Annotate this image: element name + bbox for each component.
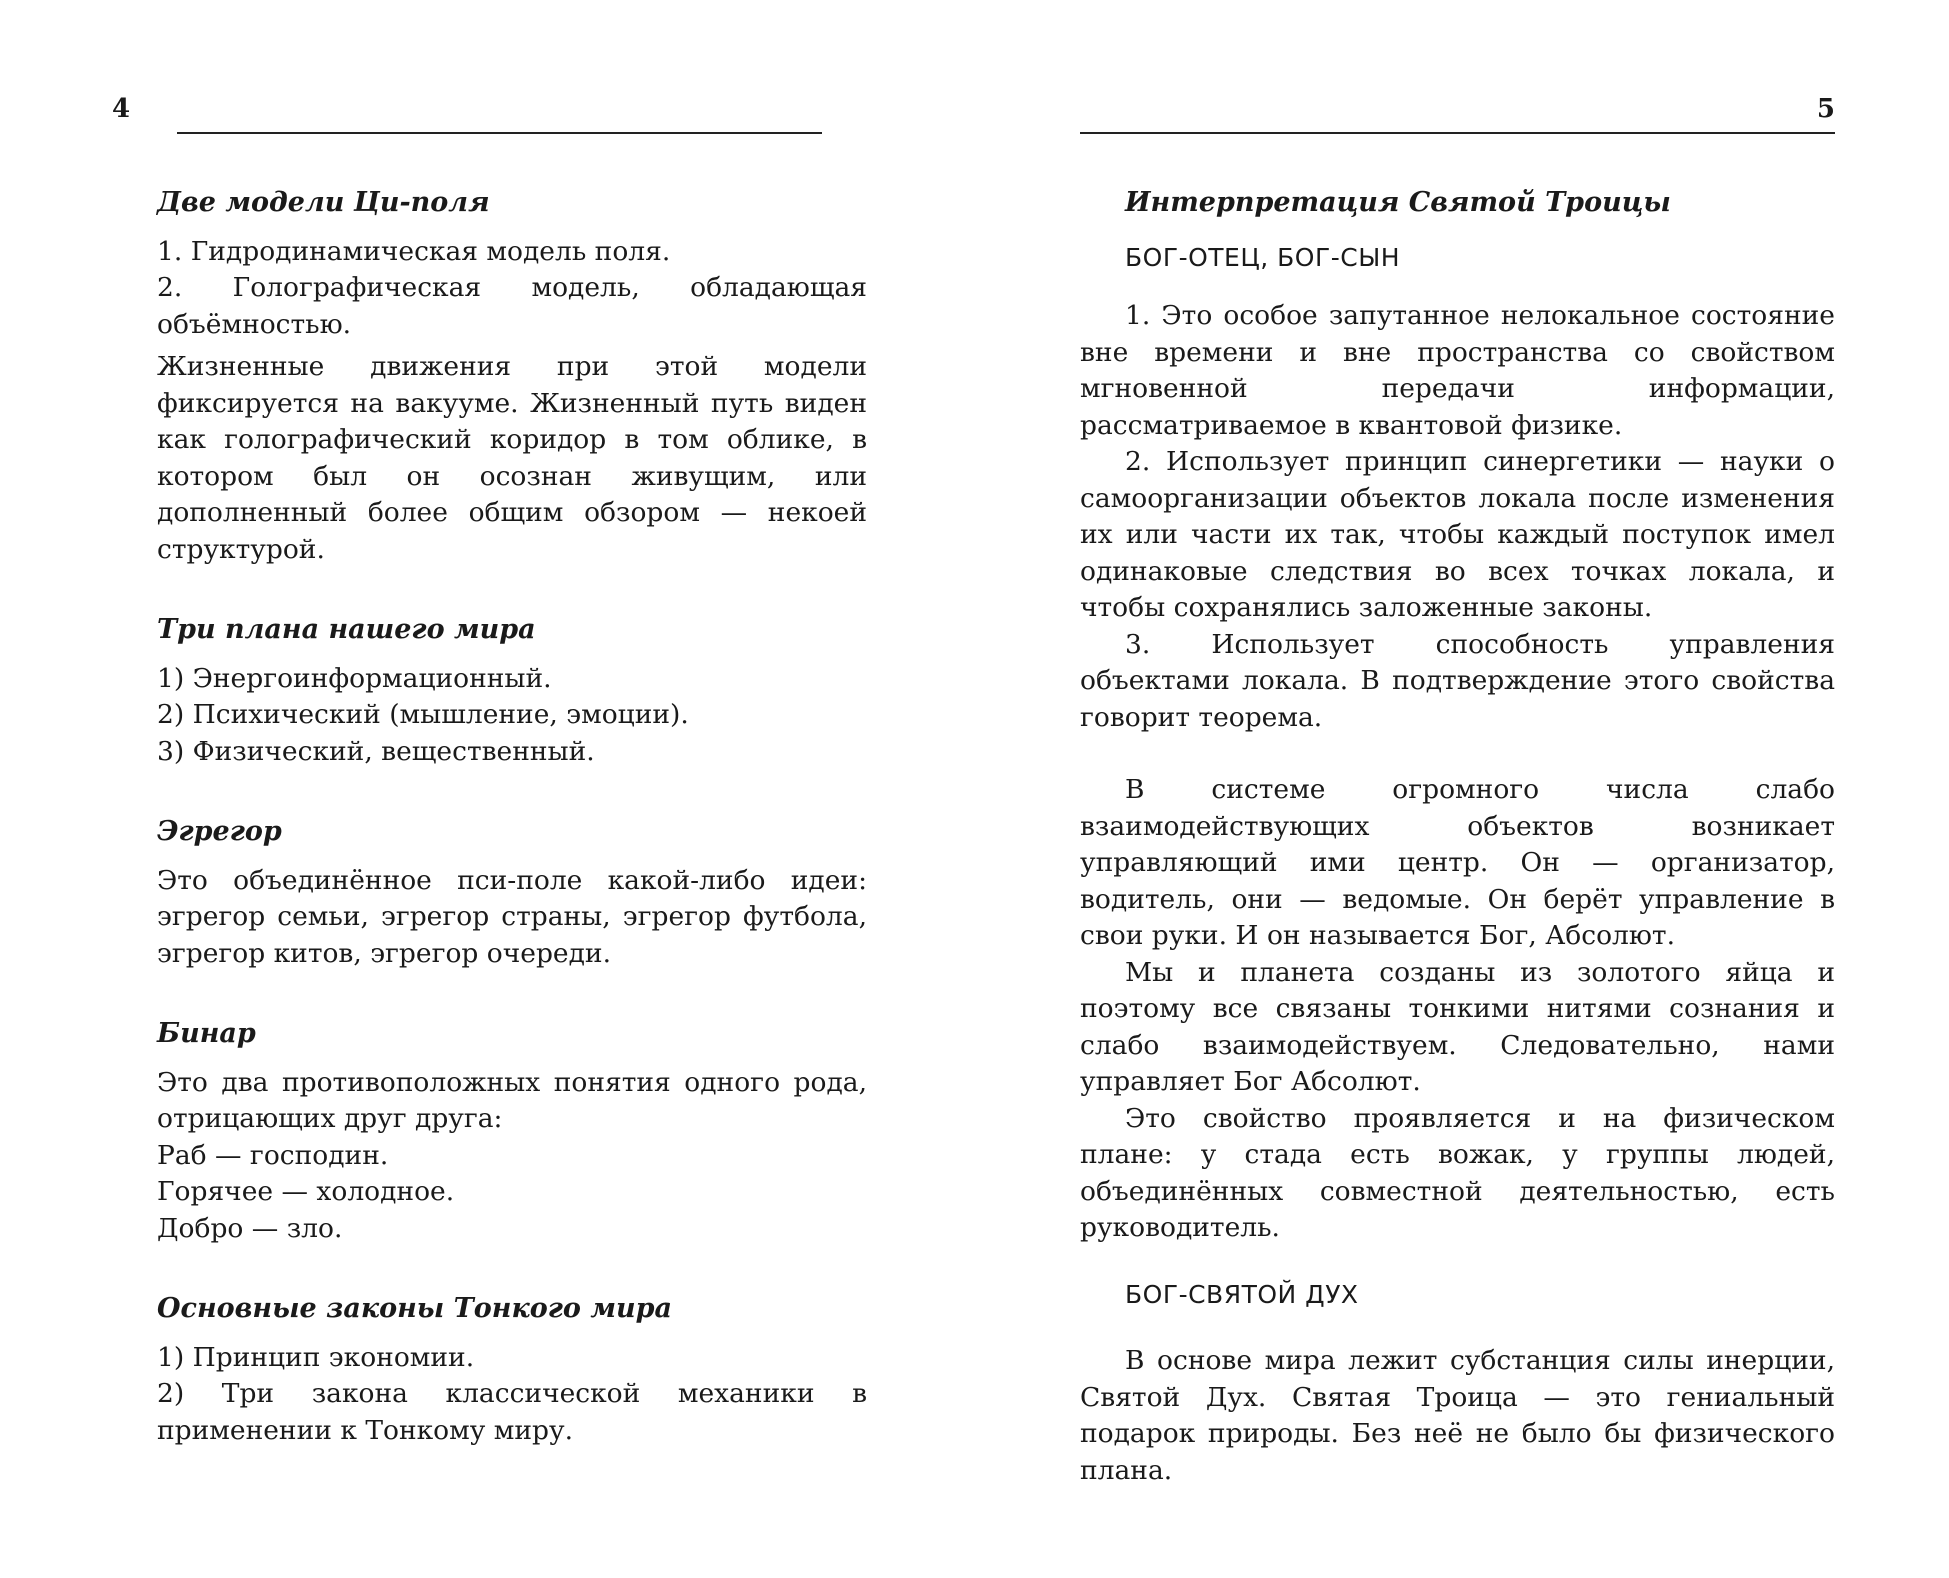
list-item: 2) Три закона классической механики в применении к Тонкому миру. xyxy=(157,1378,867,1446)
paragraph: Это объединённое пси-поле какой-либо идеи: эгрегор семьи, эгрегор страны, эгрегор футбола, эгрегор китов, эгрегор очереди. xyxy=(157,864,867,969)
list-item: 2. Голографическая модель, обладающая объёмностью. xyxy=(157,272,867,340)
spacer xyxy=(157,568,867,612)
list-item: 2) Психический (мышление, эмоции). xyxy=(157,699,689,730)
paragraph: 3. Использует способность управления объектами локала. В подтверждение этого свойства говорит теорема. xyxy=(1080,628,1835,733)
left-page-header xyxy=(112,88,822,138)
paragraph: В системе огромного числа слабо взаимодействующих объектов возникает управляющий ими центр. Он — организатор, водитель, они — ведомые. Он берёт управление в свои руки. И он называется Бог, Абсолют. xyxy=(1080,774,1835,951)
section-title: Две модели Ци-поля xyxy=(157,187,490,218)
paragraph: Это два противоположных понятия одного рода, отрицающих друг друга: xyxy=(157,1066,867,1134)
left-page xyxy=(112,0,867,1578)
list-item: 3) Физический, вещественный. xyxy=(157,735,595,767)
list-item: Раб — господин. xyxy=(157,1139,389,1171)
header-rule xyxy=(177,132,822,134)
section-title: Три плана нашего мира xyxy=(157,614,536,645)
subsection-title: БОГ-ОТЕЦ, БОГ-СЫН xyxy=(1125,242,1401,272)
section-title: Эгрегор xyxy=(157,816,282,847)
section-title: Интерпретация Святой Троицы xyxy=(1125,187,1671,218)
spacer xyxy=(157,972,867,1016)
section-title: Бинар xyxy=(157,1018,256,1049)
spacer xyxy=(157,770,867,814)
spacer xyxy=(1080,1247,1835,1277)
paragraph: 1. Это особое запутанное нелокальное состояние вне времени и вне пространства со свойством мгновенной передачи информации, рассматриваемое в квантовой физике. xyxy=(1080,300,1835,441)
subsection-title: БОГ-СВЯТОЙ ДУХ xyxy=(1125,1279,1359,1309)
spacer xyxy=(157,1247,867,1291)
right-page xyxy=(1080,0,1835,1578)
header-rule xyxy=(1080,132,1835,134)
list-item: 1. Гидродинамическая модель поля. xyxy=(157,235,671,267)
paragraph: Мы и планета созданы из золотого яйца и поэтому все связаны тонкими нитями сознания и слабо взаимодействуем. Следовательно, нами управляет Бог Абсолют. xyxy=(1080,956,1835,1097)
paragraph: Это свойство проявляется и на физическом плане: у стада есть вожак, у группы людей, объединённых совместной деятельностью, есть руководитель. xyxy=(1080,1102,1835,1243)
page-number: 4 xyxy=(112,94,131,124)
list-item: Горячее — холодное. xyxy=(157,1176,455,1207)
spacer xyxy=(1080,736,1835,772)
right-page-header xyxy=(1080,88,1835,138)
list-item: Добро — зло. xyxy=(157,1212,343,1244)
paragraph: Жизненные движения при этой модели фиксируется на вакууме. Жизненный путь виден как голографический коридор в том облике, в котором был он осознан живущим, или дополненный более общим обзором — некоей структурой. xyxy=(157,351,867,565)
left-page-content xyxy=(157,185,867,1449)
list-item: 1) Принцип экономии. xyxy=(157,1341,475,1373)
paragraph: 2. Использует принцип синергетики — науки о самоорганизации объектов локала после изменения их или части их так, чтобы каждый поступок имел одинаковые следствия во всех точках локала, и чтобы сохранялись заложенные законы. xyxy=(1080,446,1835,623)
right-page-content xyxy=(1080,185,1835,1489)
paragraph: В основе мира лежит субстанция силы инерции, Святой Дух. Святая Троица — это гениальный подарок природы. Без неё не было бы физического плана. xyxy=(1080,1345,1835,1486)
list-item: 1) Энергоинформационный. xyxy=(157,662,552,694)
section-title: Основные законы Тонкого мира xyxy=(157,1293,673,1324)
page-number: 5 xyxy=(1816,94,1835,124)
